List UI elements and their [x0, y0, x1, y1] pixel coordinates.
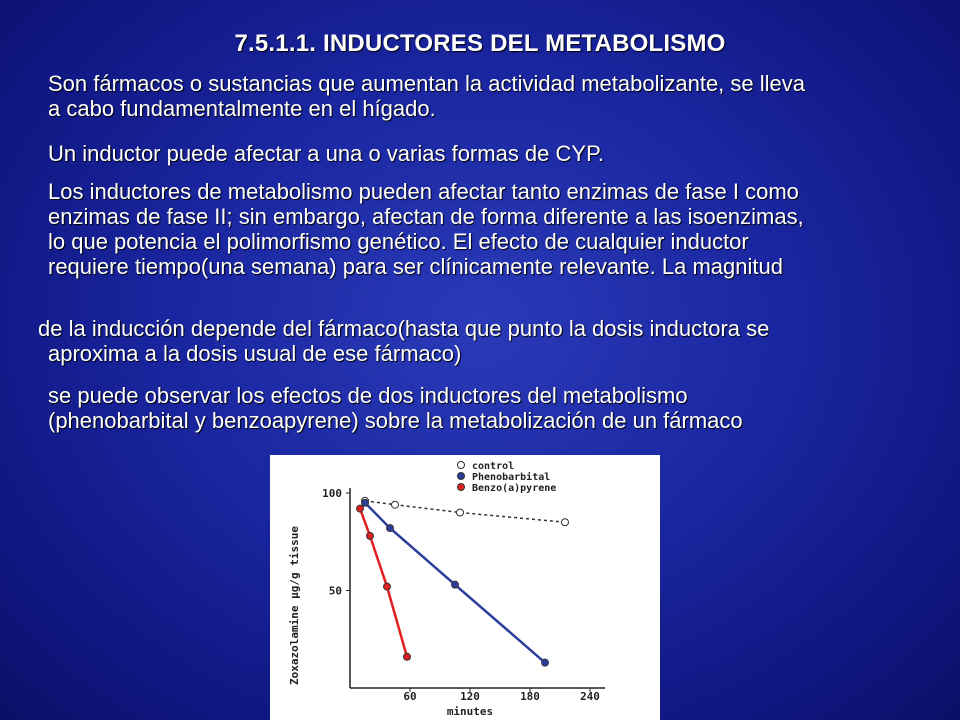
paragraph-line: Son fármacos o sustancias que aumentan la actividad metabolizante, se lleva: [48, 71, 805, 96]
legend-label: Phenobarbital: [472, 472, 551, 483]
legend-marker: [458, 473, 465, 480]
paragraph-line: lo que potencia el polimorfismo genético. El efecto de cualquier inductor: [48, 229, 749, 254]
series-control: [362, 497, 569, 525]
data-point: [367, 532, 374, 539]
chart-legend: [458, 461, 557, 494]
paragraph-3: [48, 179, 960, 279]
chart-series: [357, 497, 569, 666]
slide-title: 7.5.1.1. INDUCTORES DEL METABOLISMO: [234, 30, 726, 57]
series-phenobarbital: [362, 499, 549, 666]
paragraph-4: [38, 316, 958, 366]
x-tick-label: 60: [403, 690, 417, 703]
paragraph-5: [48, 383, 960, 433]
paragraph-2: [48, 141, 960, 166]
y-tick-label: 50: [328, 584, 342, 598]
paragraph-1: [48, 71, 960, 121]
series-benzo-a-pyrene: [357, 505, 411, 660]
data-point: [357, 505, 364, 512]
data-point: [362, 499, 369, 506]
paragraph-line: a cabo fundamentalmente en el hígado.: [48, 96, 436, 121]
paragraph-line: enzimas de fase II; sin embargo, afectan de forma diferente a las isoenzimas,: [48, 204, 804, 229]
paragraph-line: (phenobarbital y benzoapyrene) sobre la metabolización de un fármaco: [48, 408, 743, 433]
legend-marker: [458, 484, 465, 491]
data-point: [452, 581, 459, 588]
legend-label: control: [472, 461, 515, 472]
chart-panel: [270, 455, 660, 720]
paragraph-line: requiere tiempo(una semana) para ser clínicamente relevante. La magnitud: [48, 254, 783, 279]
y-axis-label: Zoxazolamine µg/g tissue: [288, 526, 301, 685]
data-point: [387, 525, 394, 532]
x-tick-label: 180: [520, 690, 540, 703]
data-point: [404, 653, 411, 660]
paragraph-line: se puede observar los efectos de dos inductores del metabolismo: [48, 383, 688, 408]
data-point: [392, 501, 399, 508]
x-axis-label: minutes: [446, 705, 494, 718]
x-tick-label: 120: [460, 690, 480, 703]
paragraph-line: Un inductor puede afectar a una o varias formas de CYP.: [48, 141, 605, 166]
y-tick-label: 100: [322, 487, 342, 500]
x-tick-label: 240: [580, 690, 600, 703]
paragraph-line: de la inducción depende del fármaco(hasta que punto la dosis inductora se: [38, 316, 770, 341]
series-line: [360, 509, 407, 657]
paragraph-line: aproxima a la dosis usual de ese fármaco): [48, 341, 462, 366]
legend-label: Benzo(a)pyrene: [472, 483, 557, 494]
data-point: [457, 509, 464, 516]
data-point: [542, 659, 549, 666]
data-point: [384, 583, 391, 590]
paragraph-line: Los inductores de metabolismo pueden afectar tanto enzimas de fase I como: [48, 179, 799, 204]
line-chart: [270, 455, 660, 720]
data-point: [562, 519, 569, 526]
legend-marker: [458, 462, 465, 469]
